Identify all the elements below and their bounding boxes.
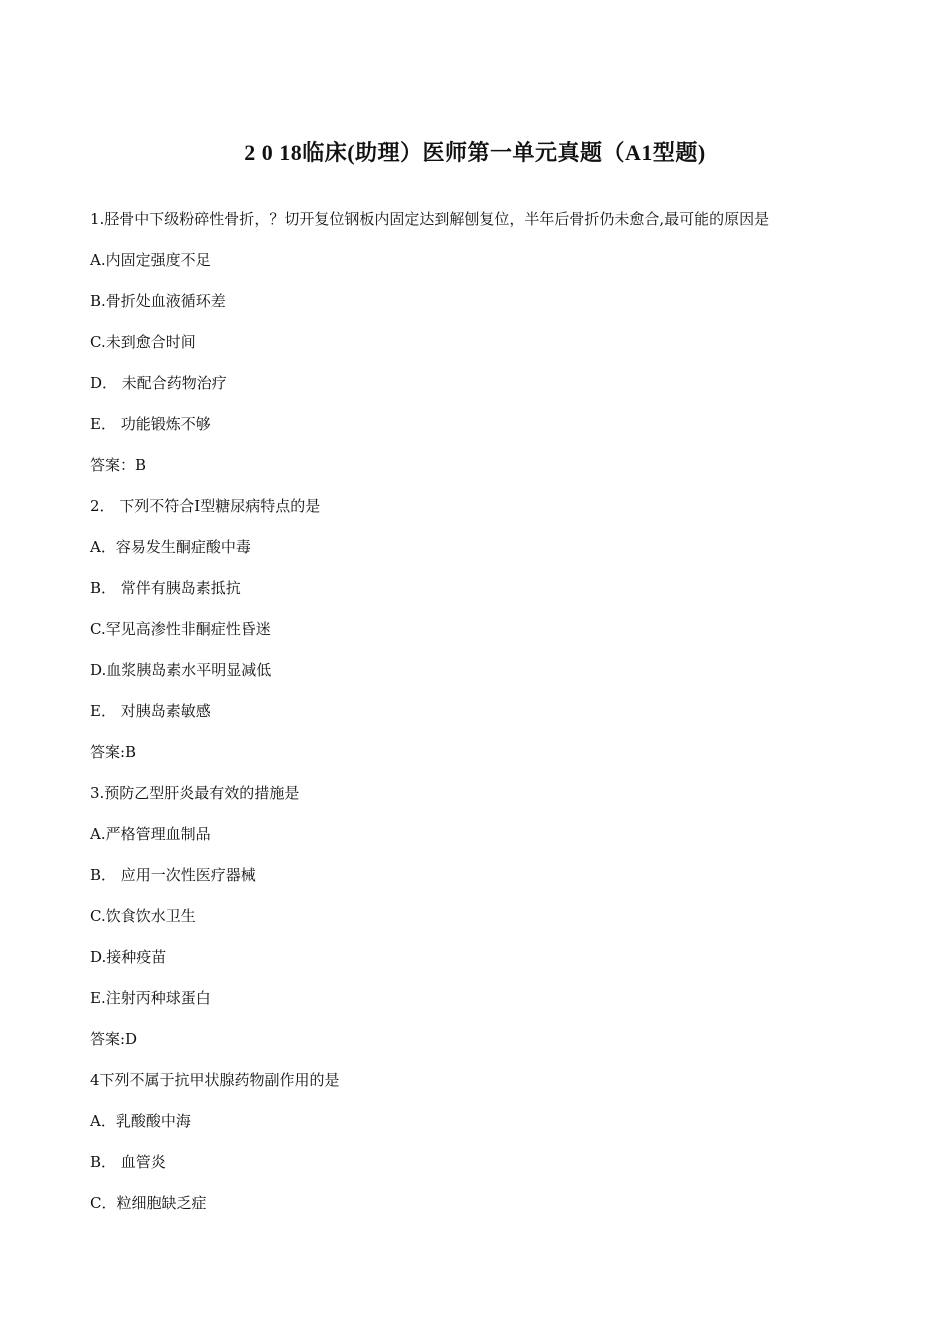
question-2-option-e: E． 对胰岛素敏感: [90, 702, 211, 720]
question-1-option-c: C.未到愈合时间: [90, 333, 196, 351]
question-list: [90, 207, 890, 1232]
question-4-option-a: A．乳酸酸中海: [90, 1112, 191, 1130]
question-4-stem: 4下列不属于抗甲状腺药物副作用的是: [90, 1071, 340, 1089]
question-1-answer: 答案：B: [90, 456, 147, 474]
question-4-option-b: B． 血管炎: [90, 1153, 166, 1171]
question-1-option-b: B.骨折处血液循环差: [90, 292, 226, 310]
question-4-option-c: C．粒细胞缺乏症: [90, 1194, 207, 1212]
question-1-option-e: E． 功能锻炼不够: [90, 415, 211, 433]
question-1-option-d: D． 未配合药物治疗: [90, 374, 227, 392]
question-3-option-e: E.注射丙种球蛋白: [90, 989, 211, 1007]
question-2-option-a: A．容易发生酮症酸中毒: [90, 538, 251, 556]
question-2-answer: 答案:B: [90, 743, 137, 761]
question-3-option-c: C.饮食饮水卫生: [90, 907, 196, 925]
question-2-option-b: B． 常伴有胰岛素抵抗: [90, 579, 241, 597]
question-3-answer: 答案:D: [90, 1030, 138, 1048]
question-2-option-d: D.血浆胰岛素水平明显减低: [90, 661, 272, 679]
question-1-option-a: A.内固定强度不足: [90, 251, 211, 269]
question-2-option-c: C.罕见高渗性非酮症性昏迷: [90, 620, 271, 638]
question-3-option-b: B． 应用一次性医疗器械: [90, 866, 256, 884]
question-3-option-a: A.严格管理血制品: [90, 825, 211, 843]
question-3-option-d: D.接种疫苗: [90, 948, 167, 966]
document-title: 2 0 18临床(助理）医师第一单元真题（A1型题): [244, 140, 706, 165]
question-2-stem: 2． 下列不符合Ⅰ型糖尿病特点的是: [90, 497, 321, 515]
question-1-stem: 1.胫骨中下级粉碎性骨折，？切开复位钢板内固定达到解刨复位，半年后骨折仍未愈合,最可能的原因是: [90, 210, 770, 228]
question-3-stem: 3.预防乙型肝炎最有效的措施是: [90, 784, 300, 802]
